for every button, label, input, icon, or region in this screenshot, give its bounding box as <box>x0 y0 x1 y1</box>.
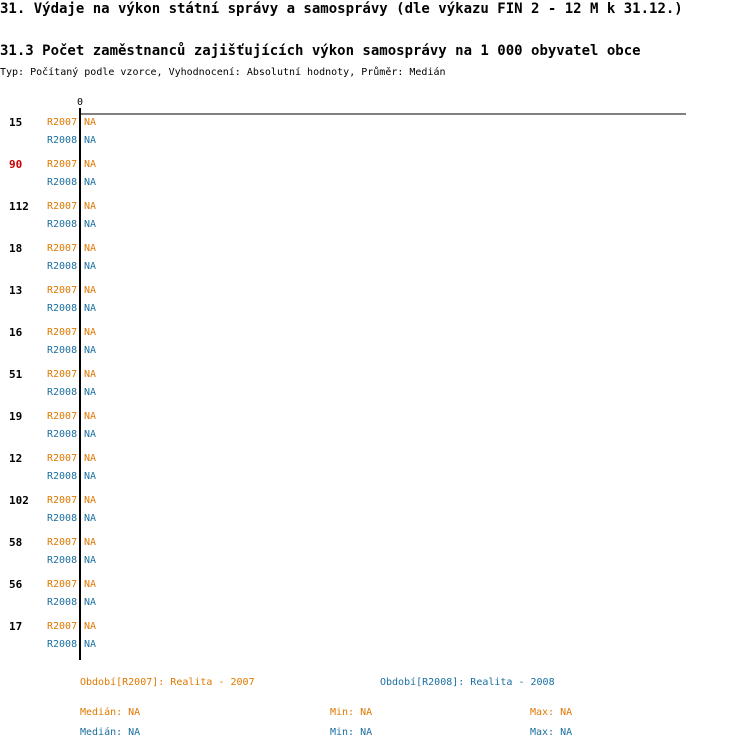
x-tick-label: 0 <box>77 97 84 108</box>
value-label: NA <box>84 201 97 212</box>
category-label: 13 <box>9 284 23 297</box>
value-label: NA <box>84 387 97 398</box>
value-label: NA <box>84 471 97 482</box>
series-label: R2008 <box>47 177 78 188</box>
series-label: R2007 <box>47 159 78 170</box>
category-label: 90 <box>9 158 23 171</box>
category-label: 51 <box>9 368 23 381</box>
value-label: NA <box>84 639 97 650</box>
stat-max-r2007: Max: NA <box>530 707 573 718</box>
value-label: NA <box>84 369 97 380</box>
series-label: R2008 <box>47 219 78 230</box>
series-label: R2007 <box>47 411 78 422</box>
category-label: 12 <box>9 452 23 465</box>
value-label: NA <box>84 135 97 146</box>
series-label: R2008 <box>47 513 78 524</box>
series-label: R2007 <box>47 495 78 506</box>
value-label: NA <box>84 159 97 170</box>
value-label: NA <box>84 219 97 230</box>
value-label: NA <box>84 177 97 188</box>
series-label: R2007 <box>47 621 78 632</box>
value-label: NA <box>84 453 97 464</box>
series-label: R2008 <box>47 135 78 146</box>
series-label: R2007 <box>47 243 78 254</box>
series-label: R2007 <box>47 201 78 212</box>
category-label: 102 <box>9 494 29 507</box>
legend-r2008: Období[R2008]: Realita - 2008 <box>380 677 555 688</box>
series-label: R2008 <box>47 261 78 272</box>
value-label: NA <box>84 513 97 524</box>
series-label: R2008 <box>47 555 78 566</box>
value-label: NA <box>84 261 97 272</box>
value-label: NA <box>84 555 97 566</box>
series-label: R2007 <box>47 453 78 464</box>
value-label: NA <box>84 495 97 506</box>
category-label: 15 <box>9 116 23 129</box>
series-label: R2008 <box>47 303 78 314</box>
value-label: NA <box>84 429 97 440</box>
type-description: Typ: Počítaný podle vzorce, Vyhodnocení: Absolutní hodnoty, Průměr: Medián <box>0 67 446 78</box>
value-label: NA <box>84 597 97 608</box>
stat-min-r2008: Min: NA <box>330 727 373 738</box>
series-label: R2008 <box>47 429 78 440</box>
category-label: 56 <box>9 578 23 591</box>
category-label: 18 <box>9 242 23 255</box>
series-label: R2007 <box>47 117 78 128</box>
category-label: 16 <box>9 326 23 339</box>
series-label: R2007 <box>47 285 78 296</box>
stat-min-r2007: Min: NA <box>330 707 373 718</box>
value-label: NA <box>84 117 97 128</box>
series-label: R2007 <box>47 369 78 380</box>
category-label: 17 <box>9 620 23 633</box>
series-label: R2007 <box>47 579 78 590</box>
value-label: NA <box>84 303 97 314</box>
series-label: R2008 <box>47 387 78 398</box>
category-label: 19 <box>9 410 23 423</box>
stat-median-r2007: Medián: NA <box>80 707 141 718</box>
series-label: R2008 <box>47 597 78 608</box>
series-label: R2008 <box>47 345 78 356</box>
legend-r2007: Období[R2007]: Realita - 2007 <box>80 677 255 688</box>
value-label: NA <box>84 327 97 338</box>
report-title: 31. Výdaje na výkon státní správy a samosprávy (dle výkazu FIN 2 - 12 M k 31.12.) <box>0 1 683 17</box>
value-label: NA <box>84 285 97 296</box>
value-label: NA <box>84 537 97 548</box>
stat-max-r2008: Max: NA <box>530 727 573 738</box>
value-label: NA <box>84 579 97 590</box>
series-label: R2007 <box>47 537 78 548</box>
series-label: R2008 <box>47 471 78 482</box>
value-label: NA <box>84 411 97 422</box>
value-label: NA <box>84 621 97 632</box>
chart-title: 31.3 Počet zaměstnanců zajišťujících výkon samosprávy na 1 000 obyvatel obce <box>0 43 641 59</box>
value-label: NA <box>84 345 97 356</box>
series-label: R2008 <box>47 639 78 650</box>
category-label: 58 <box>9 536 23 549</box>
category-label: 112 <box>9 200 29 213</box>
stat-median-r2008: Medián: NA <box>80 727 141 738</box>
value-label: NA <box>84 243 97 254</box>
series-label: R2007 <box>47 327 78 338</box>
